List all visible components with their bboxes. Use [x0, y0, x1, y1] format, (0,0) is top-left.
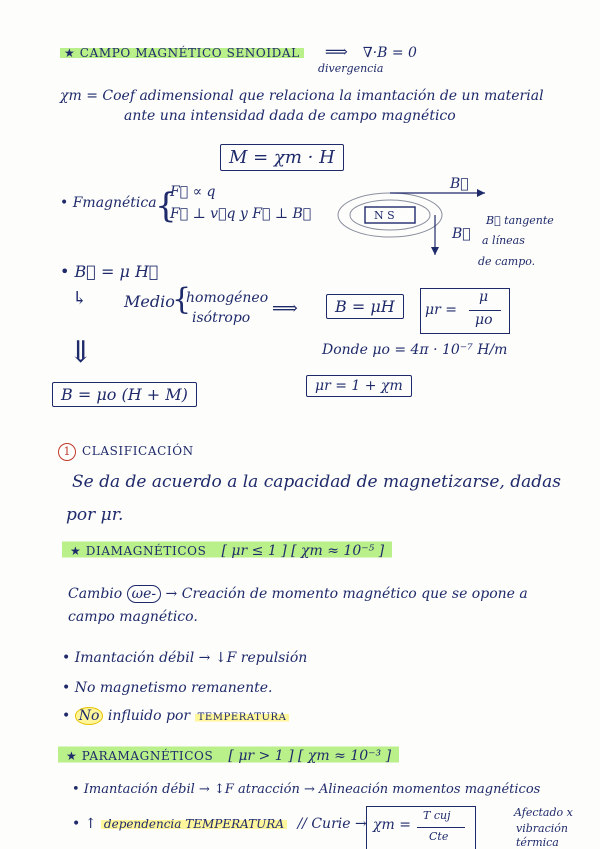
curie-lhs: χm = [373, 817, 411, 833]
medio-arrow: ↳ [72, 288, 88, 309]
medio-homogeneo: homogéneo [186, 290, 269, 306]
para-bullet-2: • ↑ dependencia TEMPERATURA // Curie → [72, 816, 367, 832]
dia-bullet-3: • No influido por TEMPERATURA [62, 707, 289, 725]
afectado-note-3: térmica [516, 836, 559, 849]
mur-ratio-box [420, 288, 510, 334]
afectado-note-1: Afectado x [514, 806, 573, 819]
donde-mu0: Donde μo = 4π · 10⁻⁷ H/m [322, 342, 508, 358]
mur-num: μ [479, 289, 489, 305]
m-formula-box: M = χm · H [220, 144, 344, 171]
mur-fraction-line [469, 310, 501, 311]
tangent-note-3: de campo. [478, 255, 536, 268]
diamag-cond: [ μr ≤ 1 ] [ χm ≈ 10⁻⁵ ] [221, 543, 385, 559]
b-vector-top: B⃗ [450, 176, 469, 192]
tangent-note-1: B⃗ tangente [486, 214, 554, 227]
curie-num: T cuj [423, 809, 451, 822]
paramag-heading: ★ PARAMAGNÉTICOS [ μr > 1 ] [ χm ≈ 10⁻³ ] [58, 745, 399, 764]
cambio-line-2: campo magnético. [68, 609, 198, 625]
temperatura-hl: TEMPERATURA [195, 712, 290, 723]
clasificacion-title: CLASIFICACIÓN [82, 444, 194, 458]
diamag-title: DIAMAGNÉTICOS [85, 544, 207, 558]
mur-chi-box: μr = 1 + χm [306, 375, 412, 397]
campo-title: ★ CAMPO MAGNÉTICO SENOIDAL [60, 46, 304, 60]
dependencia-hl: dependencia TEMPERATURA [101, 817, 287, 831]
magnet-ns-label: N S [374, 209, 395, 222]
implies-arrow: ⟹ [324, 42, 348, 61]
no-circled: No [75, 707, 104, 725]
tangent-note-2: a líneas [482, 234, 525, 247]
b-mu-h: • B⃗ = μ H⃗ [60, 262, 159, 281]
fmag-brace: { [155, 186, 177, 226]
curie-box [366, 806, 476, 849]
b-vector-bottom: B⃗ [452, 226, 471, 242]
medio-isotropo: isótropo [192, 310, 251, 326]
curie-den: Cte [429, 830, 449, 843]
medio-label: Medio [124, 292, 175, 311]
paramag-cond: [ μr > 1 ] [ χm ≈ 10⁻³ ] [228, 748, 392, 764]
chi-definition: χm = Coef adimensional que relaciona la imantación de un material [60, 88, 544, 104]
afectado-note-2: vibración [516, 822, 568, 835]
dia-bullet-1: • Imantación débil → ↓F repulsión [62, 650, 308, 666]
fmag-line1: F⃗ ∝ q [170, 184, 216, 200]
mur-lhs: μr = [425, 302, 457, 318]
b-muh-box: B = μH [326, 294, 404, 319]
para-bullet-1: • Imantación débil → ↕F atracción → Alineación momentos magnéticos [72, 782, 541, 797]
clasif-text-2: por μr. [66, 505, 124, 525]
heading-campo-senoidal [60, 42, 417, 61]
down-implies: ⇓ [68, 335, 94, 370]
paramag-title: PARAMAGNÉTICOS [81, 749, 214, 763]
clasif-text-1: Se da de acuerdo a la capacidad de magnetizarse, dadas [72, 472, 561, 492]
b-full-box: B = μo (H + M) [52, 382, 197, 407]
curie-fraction-line [417, 827, 465, 828]
dia-bullet-2: • No magnetismo remanente. [62, 680, 273, 696]
div-formula: ∇·B = 0 [362, 45, 417, 61]
diamag-heading: ★ DIAMAGNÉTICOS [ μr ≤ 1 ] [ χm ≈ 10⁻⁵ ] [62, 540, 392, 559]
medio-brace: { [172, 282, 192, 317]
divergencia-label: divergencia [318, 62, 384, 75]
clasificacion-heading [58, 440, 194, 461]
medio-implies: ⟹ [272, 298, 298, 319]
chi-definition-cont: ante una intensidad dada de campo magnético [124, 108, 456, 124]
omega-circled: ωe- [127, 585, 161, 603]
section-number: 1 [58, 443, 76, 461]
mur-den: μo [475, 312, 493, 328]
magnet-field-sketch [335, 185, 485, 255]
fmag-label: • Fmagnética [60, 195, 157, 211]
fmag-line2: F⃗ ⊥ v⃗q y F⃗ ⊥ B⃗ [170, 206, 312, 222]
cambio-line-1: Cambio ωe- → Creación de momento magnético que se opone a [68, 586, 528, 602]
